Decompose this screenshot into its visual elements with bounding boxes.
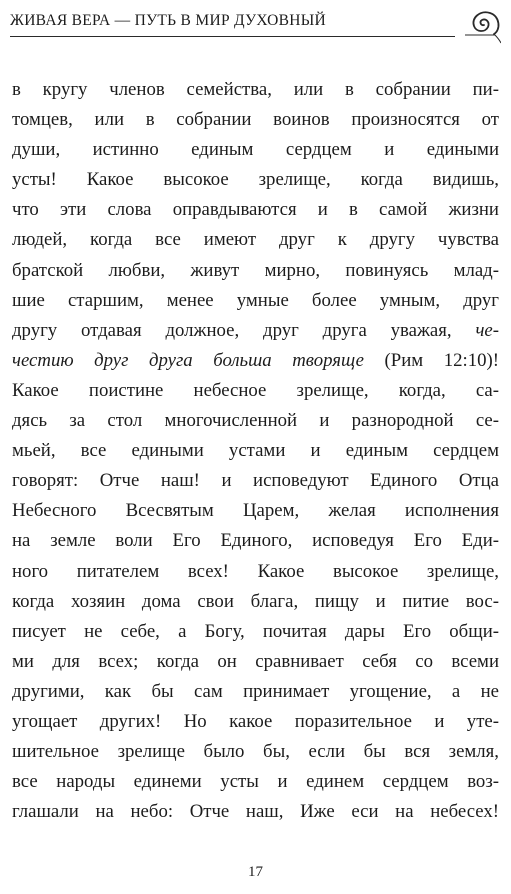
text-line: на земле воли Его Единого, исповедуя Его Еди- <box>12 530 499 552</box>
text-line: дясь за стол многочисленной и разнородной се- <box>12 410 499 432</box>
text-line: ного питателем всех! Какое высокое зрелище, <box>12 560 499 582</box>
text-line: угощает других! Но какое поразительное и уте- <box>12 710 499 732</box>
text-line-roman: другу отдавая должное, друг друга уважая, <box>12 319 452 341</box>
text-line: все народы единеми усты и единем сердцем воз- <box>12 771 499 793</box>
text-line: писует не себе, а Богу, почитая дары Его общи- <box>12 620 499 642</box>
scripture-reference: (Рим 12:10)! <box>363 349 499 371</box>
text-line: шие старшим, менее умные более умным, друг <box>12 289 499 311</box>
text-line: усты! Какое высокое зрелище, когда видишь, <box>12 169 499 191</box>
header-rule <box>10 36 455 37</box>
text-line: ми для всех; когда он сравнивает себя со всеми <box>12 650 499 672</box>
text-line: шительное зрелище было бы, если бы вся земля, <box>12 741 499 763</box>
swirl-ornament-icon <box>461 4 501 44</box>
page-number: 17 <box>248 864 263 880</box>
text-line: души, истинно единым сердцем и едиными <box>12 139 499 161</box>
text-line: другими, как бы сам принимает угощение, а не <box>12 680 499 702</box>
text-line: Какое поистине небесное зрелище, когда, са- <box>12 379 499 401</box>
text-line: людей, когда все имеют друг к другу чувства <box>12 229 499 251</box>
scripture-quote-italic: честию друг друга больша творяще <box>12 349 364 371</box>
text-line: когда хозяин дома свои блага, пищу и питие вос- <box>12 590 499 612</box>
body-text <box>12 75 499 827</box>
text-line: что эти слова оправдываются и в самой жизни <box>12 199 499 221</box>
text-line: в кругу членов семейства, или в собрании пи- <box>12 79 499 100</box>
text-line: томцев, или в собрании воинов произносятся от <box>12 109 499 131</box>
text-line: Небесного Всесвятым Царем, желая исполнения <box>12 500 499 522</box>
text-line <box>12 316 499 346</box>
running-header <box>10 4 501 40</box>
text-line: братской любви, живут мирно, повинуясь млад- <box>12 259 499 281</box>
text-line-italic: че- <box>451 319 499 341</box>
text-line <box>12 346 499 376</box>
text-line: мьей, все едиными устами и единым сердцем <box>12 440 499 462</box>
text-line: глашали на небо: Отче наш, Иже еси на небесех! <box>12 801 499 823</box>
running-header-title: ЖИВАЯ ВЕРА — ПУТЬ В МИР ДУХОВНЫЙ <box>10 12 327 29</box>
text-line: говорят: Отче наш! и исповедуют Единого Отца <box>12 470 499 492</box>
